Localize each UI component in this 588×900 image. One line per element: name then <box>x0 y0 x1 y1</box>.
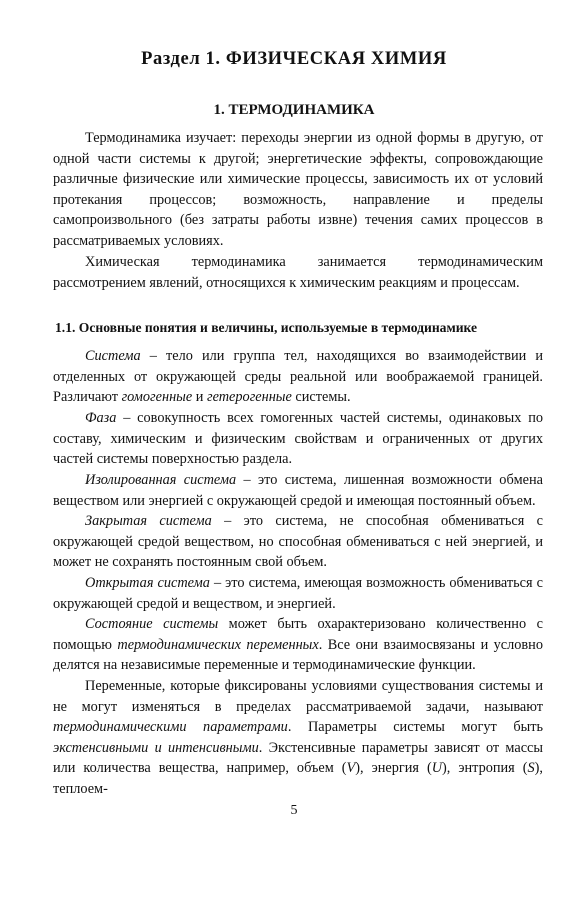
isolated-text: – это система, лишенная возможности обмена веществом или энергией с окружающей средой и имеющая постоянный объем. <box>53 472 543 509</box>
page-number: 5 <box>290 803 298 818</box>
state-text-2: . Все они взаимосвязаны и условно делятся на независимые переменные и термодинамические функции. <box>53 636 543 674</box>
closed-text: – это система, не способная обмениваться с окружающей средой веществом, но способная обмениваться с ней энергией, и может не сохранять постоянным свой объем. <box>53 513 543 571</box>
subsection-heading: 1.1. Основные понятия и величины, используемые в термодинамике <box>55 320 478 335</box>
definition-system-state <box>53 614 543 676</box>
system-text-3: системы. <box>291 389 351 406</box>
term-heterogeneous: гетерогенные <box>207 389 292 406</box>
chapter-heading: 1. ТЕРМОДИНАМИКА <box>213 102 375 118</box>
system-text-2: и <box>192 389 207 406</box>
parameters-text-6: ), теплоем- <box>53 760 544 797</box>
definition-system <box>53 346 543 408</box>
open-text: – это система, имеющая возможность обмениваться с окружающей средой и веществом, и энергией. <box>53 575 543 612</box>
symbol-energy: U <box>431 760 443 777</box>
term-phase: Фаза <box>85 410 117 426</box>
section-heading: Раздел 1. ФИЗИЧЕСКАЯ ХИМИЯ <box>141 49 447 69</box>
term-system-state: Состояние системы <box>85 616 219 632</box>
parameters-text-2: . Параметры системы могут быть <box>287 719 543 736</box>
definition-isolated-system <box>53 470 543 511</box>
intro-paragraph-2: Химическая термодинамика занимается термодинамическим рассмотрением явлений, относящихся к химическим реакциям и процессам. <box>53 254 543 291</box>
term-extensive-intensive: экстенсивными и интенсивными <box>53 739 259 756</box>
symbol-entropy: S <box>527 760 535 777</box>
phase-text: – совокупность всех гомогенных частей системы, одинаковых по составу, химическим и физическим свойствам и ограниченных от других частей системы поверхностью раздела. <box>53 410 543 468</box>
parameters-text-3: . Экстенсивные параметры зависят от массы или количества вещества, например, объем ( <box>53 739 543 777</box>
term-thermodynamic-parameters: термодинамическими параметрами <box>53 719 288 736</box>
system-text-1: – тело или группа тел, находящихся во взаимодействии и отделенных от окружающей среды реальной или воображаемой границей. Различают <box>53 348 543 406</box>
state-text-1: может быть охарактеризовано количественно с помощью <box>53 616 543 653</box>
term-isolated-system: Изолированная система <box>85 472 237 488</box>
term-open-system: Открытая система <box>85 575 210 591</box>
definition-closed-system <box>53 511 543 573</box>
term-thermodynamic-variables: термодинамических переменных <box>117 636 319 653</box>
definition-phase <box>53 408 543 470</box>
term-homogeneous: гомогенные <box>121 389 193 406</box>
definition-parameters <box>53 676 543 800</box>
parameters-text-1: Переменные, которые фиксированы условиями существования системы и не могут изменяться в пределах рассматриваемой задачи, называют <box>53 678 543 715</box>
term-closed-system: Закрытая система <box>85 513 212 529</box>
definition-open-system <box>53 573 543 614</box>
parameters-text-4: ), энергия ( <box>355 760 432 777</box>
symbol-volume: V <box>346 760 356 777</box>
intro-paragraph-1: Термодинамика изучает: переходы энергии из одной формы в другую, от одной части системы к другой; энергетические эффекты, сопровождающие различные физические или химические процессы, зависимость их от условий протекания процессов; возможность, направление и пределы самопроизвольного (без затраты работы извне) течения самих процессов в рассматриваемых условиях. <box>53 130 543 249</box>
parameters-text-5: ), энтропия ( <box>442 760 528 777</box>
term-system: Система <box>85 348 141 364</box>
